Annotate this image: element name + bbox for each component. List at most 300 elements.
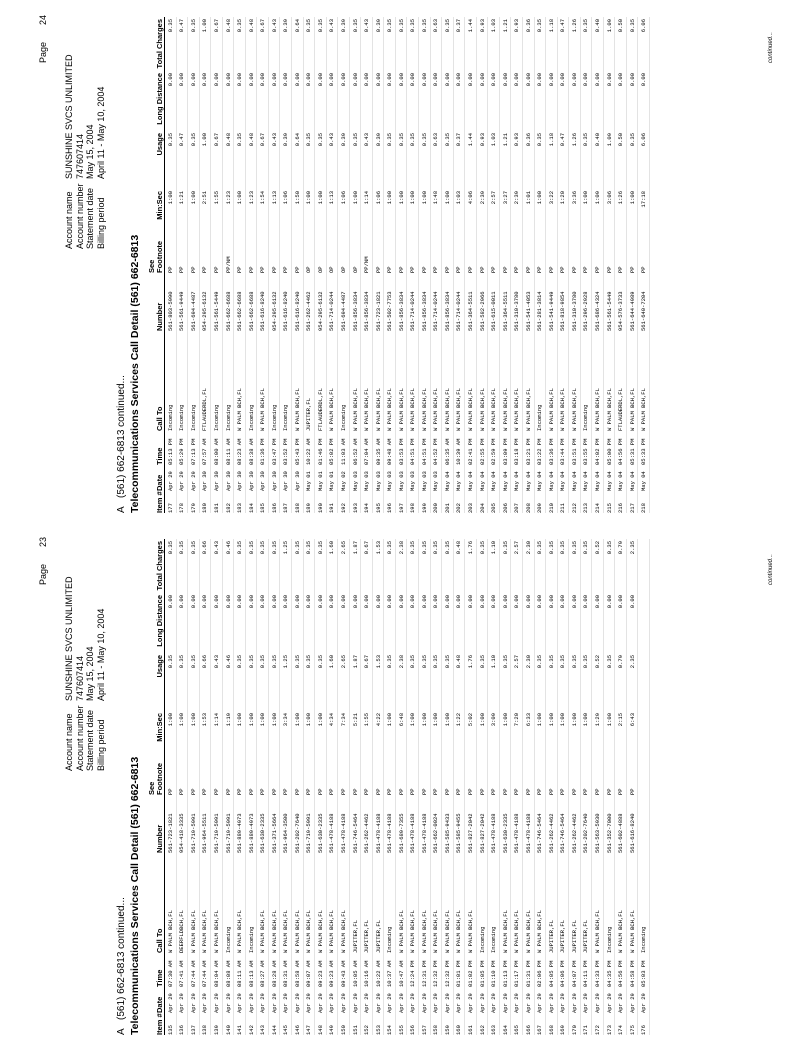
cell-see-footnote: PP [316, 788, 324, 795]
cell-date: May 03 [351, 471, 359, 491]
cell-usage: 0.39 [374, 133, 382, 147]
cell-see-footnote: PP [386, 266, 394, 273]
cell-item: 210 [547, 503, 555, 513]
cell-total-charges: 0.63 [432, 19, 440, 33]
cell-min-sec: 1:00 [432, 713, 440, 727]
cell-time: 03:09 PM [501, 438, 509, 465]
column-header-see-footnote: See Footnote [147, 240, 164, 273]
cell-total-charges: 2.38 [397, 541, 405, 555]
cell-time: 08:00 AM [212, 438, 220, 465]
cell-long-distance: 0.00 [617, 595, 625, 609]
table-row [431, 539, 443, 1035]
cell-total-charges: 2.30 [524, 541, 532, 555]
cell-total-charges: 0.43 [328, 19, 336, 33]
cell-time: 06:52 AM [351, 438, 359, 465]
cell-total-charges: 1.09 [605, 19, 613, 33]
cell-min-sec: 1:21 [178, 191, 186, 205]
cell-number: 561-478-4188 [409, 813, 417, 853]
cell-total-charges: 0.35 [605, 541, 613, 555]
cell-number: 561-296-2928 [582, 291, 590, 331]
cell-date: May 02 [339, 471, 347, 491]
cell-item: 142 [247, 1025, 255, 1035]
cell-call-to: W PALM BCH,FL [443, 388, 451, 431]
cell-call-to: Incoming [224, 404, 232, 431]
table-row [535, 539, 547, 1035]
column-header-time: Time [155, 969, 164, 987]
cell-item: 145 [282, 1025, 290, 1035]
cell-date: Apr 29 [189, 471, 197, 491]
cell-long-distance: 0.00 [328, 73, 336, 87]
cell-item: 198 [409, 503, 417, 513]
cell-see-footnote: OP [328, 266, 336, 273]
cell-see-footnote: OP [316, 266, 324, 273]
cell-usage: 2.30 [524, 655, 532, 669]
account-number-label: Account number [74, 183, 85, 249]
cell-min-sec: 1:19 [224, 713, 232, 727]
cell-date: May 04 [640, 471, 648, 491]
section-continued: (561) 662-6813 continued... [116, 375, 127, 498]
cell-min-sec: 1:00 [305, 713, 313, 727]
cell-min-sec: 3:06 [605, 191, 613, 205]
cell-usage: 0.35 [432, 655, 440, 669]
cell-see-footnote: PP [259, 788, 267, 795]
cell-number: 561-746-5464 [559, 813, 567, 853]
cell-total-charges: 0.35 [432, 541, 440, 555]
cell-date: Apr 30 [201, 471, 209, 491]
cell-item: 163 [490, 1025, 498, 1035]
account-number-row [75, 576, 86, 771]
cell-date: May 03 [374, 471, 382, 491]
cell-call-to: Incoming [386, 926, 394, 953]
cell-time: 08:27 AM [259, 960, 267, 987]
cell-see-footnote: PP [212, 788, 220, 795]
cell-total-charges: 0.35 [293, 541, 301, 555]
cell-see-footnote: PP [536, 788, 544, 795]
cell-call-to: W PALM BCH,FL [559, 388, 567, 431]
cell-see-footnote: PP [270, 266, 278, 273]
cell-long-distance: 0.00 [536, 73, 544, 87]
column-header-usage: Usage [155, 133, 164, 156]
table-row [211, 539, 223, 1035]
cell-call-to: W PALM BCH,FL [455, 388, 463, 431]
cell-long-distance: 0.00 [524, 595, 532, 609]
cell-usage: 0.67 [363, 655, 371, 669]
cell-usage: 0.40 [594, 133, 601, 147]
cell-min-sec: 1:00 [166, 713, 174, 727]
statement-date-value: May 15, 2004 [85, 124, 95, 179]
cell-see-footnote: PP [189, 266, 197, 273]
cell-long-distance: 0.00 [594, 73, 601, 87]
cell-min-sec: 2:57 [490, 191, 498, 205]
cell-long-distance: 0.00 [386, 595, 394, 609]
column-header-number: Number [155, 824, 164, 853]
cell-min-sec: 6:43 [628, 713, 636, 727]
cell-call-to: W PALM BCH,FL [594, 388, 601, 431]
cell-see-footnote: PP [386, 788, 394, 795]
cell-number: 561-478-4188 [490, 813, 498, 853]
cell-see-footnote: PP [490, 266, 498, 273]
cell-time: 06:35 AM [443, 438, 451, 465]
cell-total-charges: 0.35 [397, 19, 405, 33]
cell-long-distance: 0.00 [570, 595, 578, 609]
cell-long-distance: 0.00 [224, 595, 232, 609]
cell-see-footnote: PP [536, 266, 544, 273]
cell-number: 561-281-3814 [536, 291, 544, 331]
cell-date: Apr 29 [374, 993, 382, 1013]
cell-long-distance: 0.00 [247, 595, 255, 609]
cell-item: 214 [594, 503, 601, 513]
cell-number: 561-640-7204 [640, 291, 648, 331]
cell-call-to: W PALM BCH,FL [166, 910, 174, 953]
cell-item: 149 [328, 1025, 336, 1035]
cell-date: Apr 29 [316, 993, 324, 1013]
cell-time: 03:51 PM [570, 438, 578, 465]
table-row [361, 17, 373, 513]
cell-number: 561-856-3834 [420, 291, 428, 331]
cell-date: May 03 [386, 471, 394, 491]
cell-long-distance: 0.00 [547, 73, 555, 87]
cell-long-distance: 0.00 [455, 595, 463, 609]
cell-total-charges: 0.52 [594, 541, 601, 555]
table-row [558, 539, 570, 1035]
cell-item: 136 [178, 1025, 186, 1035]
cell-number: 954-295-6132 [201, 291, 209, 331]
cell-see-footnote: PP [328, 788, 336, 795]
cell-call-to: W PALM BCH,FL [628, 910, 636, 953]
cell-number: 561-746-5464 [536, 813, 544, 853]
cell-total-charges: 6.06 [640, 19, 648, 33]
cell-min-sec: 1:00 [501, 713, 509, 727]
cell-usage: 0.35 [166, 655, 174, 669]
cell-date: Apr 29 [559, 993, 567, 1013]
column-header-date: Date [155, 996, 164, 1013]
cell-date: Apr 30 [270, 471, 278, 491]
table-row [442, 539, 454, 1035]
cell-total-charges: 0.36 [524, 19, 532, 33]
table-row [338, 539, 350, 1035]
cell-call-to: JUPITER,FL [305, 397, 313, 431]
cell-min-sec: 1:00 [536, 191, 544, 205]
cell-item: 199 [420, 503, 428, 513]
cell-see-footnote: PP [282, 266, 290, 273]
cell-long-distance: 0.00 [351, 595, 359, 609]
call-detail-table [143, 17, 650, 513]
cell-long-distance: 0.00 [478, 595, 486, 609]
section-letter: A [116, 506, 127, 513]
cell-long-distance: 0.00 [189, 595, 197, 609]
cell-date: Apr 29 [594, 993, 601, 1013]
cell-long-distance: 0.00 [316, 595, 324, 609]
cell-item: 215 [605, 503, 613, 513]
cell-item: 139 [212, 1025, 220, 1035]
cell-see-footnote: OP [305, 266, 313, 273]
table-row [615, 539, 627, 1035]
cell-number: 561-310-3780 [513, 291, 521, 331]
cell-date: Apr 29 [259, 993, 267, 1013]
table-row [454, 17, 466, 513]
cell-time: 10:16 AM [363, 960, 371, 987]
cell-date: Apr 29 [270, 993, 278, 1013]
cell-call-to: W PALM BCH,FL [363, 388, 371, 431]
table-row [373, 17, 385, 513]
cell-long-distance: 0.00 [640, 73, 648, 87]
cell-date: May 04 [547, 471, 555, 491]
cell-usage: 0.35 [305, 133, 313, 147]
cell-item: 175 [628, 1025, 636, 1035]
cell-time: 07:30 AM [166, 960, 174, 987]
cell-total-charges: 2.35 [628, 541, 636, 555]
cell-long-distance: 0.00 [409, 73, 417, 87]
cell-item: 161 [466, 1025, 474, 1035]
cell-date: May 01 [305, 471, 313, 491]
table-row [361, 539, 373, 1035]
cell-total-charges: 0.79 [617, 541, 625, 555]
cell-usage: 0.35 [305, 655, 313, 669]
cell-total-charges: 0.35 [443, 19, 451, 33]
cell-see-footnote: PP [189, 788, 197, 795]
cell-item: 144 [270, 1025, 278, 1035]
cell-usage: 0.66 [201, 655, 209, 669]
cell-number: 561-964-3500 [282, 813, 290, 853]
cell-date: Apr 29 [328, 993, 336, 1013]
cell-long-distance: 0.00 [374, 595, 382, 609]
table-row [177, 539, 189, 1035]
cell-date: May 04 [524, 471, 532, 491]
table-row [511, 17, 523, 513]
cell-min-sec: 1:00 [478, 713, 486, 727]
table-row [257, 539, 269, 1035]
cell-long-distance: 0.00 [478, 73, 486, 87]
cell-usage: 1.03 [490, 133, 498, 147]
cell-usage: 0.35 [397, 133, 405, 147]
cell-see-footnote: PP [594, 788, 601, 795]
cell-usage: 0.35 [247, 655, 255, 669]
cell-time: 08:11 AM [224, 438, 232, 465]
cell-see-footnote: PP [501, 266, 509, 273]
cell-total-charges: 0.35 [582, 19, 590, 33]
cell-min-sec: 1:06 [282, 191, 290, 205]
cell-time: 05:29 PM [178, 438, 186, 465]
cell-number: 561-563-5930 [594, 813, 601, 853]
page-label: Page [38, 563, 48, 585]
cell-item: 208 [524, 503, 532, 513]
cell-long-distance: 0.00 [501, 595, 509, 609]
billing-period-label: Billing period [95, 197, 106, 249]
table-row [558, 17, 570, 513]
cell-number: 561-561-9449 [178, 291, 186, 331]
cell-item: 154 [386, 1025, 394, 1035]
cell-usage: 0.47 [178, 133, 186, 147]
cell-date: Apr 29 [166, 471, 174, 491]
continued-label: continued... [768, 31, 774, 63]
cell-time: 09:48 AM [386, 438, 394, 465]
account-name-value: SUNSHINE SVCS UNLIMITED [64, 54, 74, 179]
column-header-call-to: Call To [155, 406, 164, 431]
cell-item: 157 [420, 1025, 428, 1035]
column-header-time: Time [155, 447, 164, 465]
cell-usage: 1.21 [501, 133, 509, 147]
cell-item: 165 [513, 1025, 521, 1035]
table-row [292, 17, 304, 513]
cell-long-distance: 0.00 [582, 73, 590, 87]
cell-see-footnote: PP [282, 788, 290, 795]
cell-date: May 03 [409, 471, 417, 491]
cell-number: 561-856-3834 [351, 291, 359, 331]
table-row [627, 539, 639, 1035]
cell-total-charges: 0.48 [455, 541, 463, 555]
cell-min-sec: 1:00 [236, 713, 244, 727]
cell-min-sec: 1:23 [224, 191, 232, 205]
cell-total-charges: 0.35 [536, 19, 544, 33]
cell-number: 561-478-4188 [374, 813, 382, 853]
cell-call-to: Incoming [224, 926, 232, 953]
cell-see-footnote: PP [617, 266, 625, 273]
cell-number: 561-630-2335 [501, 813, 509, 853]
cell-long-distance: 0.00 [293, 595, 301, 609]
cell-long-distance: 0.00 [466, 73, 474, 87]
cell-min-sec: 6:48 [397, 713, 405, 727]
cell-item: 137 [189, 1025, 197, 1035]
cell-item: 151 [351, 1025, 359, 1035]
cell-number: 561-364-5511 [466, 291, 474, 331]
cell-total-charges: 0.35 [178, 541, 186, 555]
table-row [615, 17, 627, 513]
cell-number: 561-585-9433 [443, 813, 451, 853]
table-row [592, 539, 604, 1035]
table-row [373, 539, 385, 1035]
cell-item: 164 [501, 1025, 509, 1035]
cell-time: 05:31 PM [628, 438, 636, 465]
cell-total-charges: 1.21 [501, 19, 509, 33]
cell-total-charges: 0.43 [363, 19, 371, 33]
cell-time: 12:24 PM [409, 960, 417, 987]
cell-usage: 0.35 [293, 655, 301, 669]
billing-period-label: Billing period [95, 719, 106, 771]
cell-date: May 01 [328, 471, 336, 491]
cell-time: 04:06 PM [559, 960, 567, 987]
column-header-number: Number [155, 302, 164, 331]
cell-see-footnote: PP [166, 788, 174, 795]
cell-see-footnote: PP [443, 266, 451, 273]
cell-usage: 1.53 [374, 655, 382, 669]
cell-date: Apr 30 [247, 471, 255, 491]
cell-item: 190 [316, 503, 324, 513]
cell-total-charges: 0.48 [224, 19, 232, 33]
cell-see-footnote: PP [478, 266, 486, 273]
table-row [581, 539, 593, 1035]
account-name-label: Account name [64, 713, 74, 771]
cell-call-to: W PALM BCH,FL [501, 388, 509, 431]
cell-long-distance: 0.00 [443, 595, 451, 609]
cell-item: 184 [247, 503, 255, 513]
table-row [165, 539, 177, 1035]
cell-total-charges: 0.35 [386, 541, 394, 555]
cell-date: Apr 29 [397, 993, 405, 1013]
section-letter: A [116, 1028, 127, 1035]
cell-see-footnote: PP [236, 266, 244, 273]
cell-see-footnote: PP [524, 788, 532, 795]
cell-total-charges: 0.40 [594, 19, 601, 33]
cell-total-charges: 1.10 [490, 541, 498, 555]
column-header-usage: Usage [155, 655, 164, 678]
cell-see-footnote: PP [212, 266, 220, 273]
cell-min-sec: 7:20 [513, 713, 521, 727]
cell-total-charges: 0.35 [420, 541, 428, 555]
cell-item: 206 [501, 503, 509, 513]
cell-number: 561-262-4462 [305, 291, 313, 331]
cell-total-charges: 0.67 [259, 19, 267, 33]
cell-time: 02:59 PM [490, 438, 498, 465]
cell-item: 143 [259, 1025, 267, 1035]
cell-long-distance: 0.00 [328, 595, 336, 609]
cell-long-distance: 0.00 [490, 595, 498, 609]
table-row [488, 539, 500, 1035]
cell-item: 204 [478, 503, 486, 513]
cell-call-to: FTLAUDERDL,FL [617, 388, 625, 431]
cell-see-footnote: OP [351, 266, 359, 273]
cell-total-charges: 0.39 [339, 19, 347, 33]
cell-date: Apr 29 [536, 993, 544, 1013]
table-row [269, 539, 281, 1035]
cell-date: Apr 29 [236, 993, 244, 1013]
cell-time: 01:46 PM [316, 438, 324, 465]
cell-number: 561-662-6688 [247, 291, 255, 331]
cell-date: May 04 [490, 471, 498, 491]
cell-number: 561-686-4324 [594, 291, 601, 331]
cell-date: Apr 29 [305, 993, 313, 1013]
cell-call-to: W PALM BCH,FL [536, 910, 544, 953]
cell-call-to: W PALM BCH,FL [374, 388, 382, 431]
cell-long-distance: 0.00 [374, 73, 382, 87]
table-row [384, 539, 396, 1035]
cell-time: 04:33 PM [594, 960, 601, 987]
cell-time: 04:11 PM [582, 960, 590, 987]
cell-min-sec: 3:34 [282, 713, 290, 727]
cell-date: Apr 29 [547, 993, 555, 1013]
cell-total-charges: 0.93 [513, 19, 521, 33]
cell-time: 04:05 PM [547, 960, 555, 987]
cell-item: 147 [305, 1025, 313, 1035]
cell-number: 561-662-6688 [224, 291, 232, 331]
cell-long-distance: 0.00 [559, 595, 567, 609]
cell-see-footnote: PP [582, 266, 590, 273]
cell-usage: 0.35 [628, 133, 636, 147]
cell-total-charges: 1.76 [466, 541, 474, 555]
cell-number: 561-616-8240 [259, 291, 267, 331]
cell-long-distance: 0.00 [363, 595, 371, 609]
table-row [350, 17, 362, 513]
cell-number: 954-418-3335 [178, 813, 186, 853]
cell-min-sec: 2:51 [201, 191, 209, 205]
cell-date: May 04 [466, 471, 474, 491]
cell-number: 561-262-4462 [363, 813, 371, 853]
cell-usage: 0.43 [212, 655, 220, 669]
cell-number: 561-689-7355 [397, 813, 405, 853]
table-row [627, 17, 639, 513]
cell-call-to: JUPITER,FL [547, 919, 555, 953]
cell-date: May 04 [617, 471, 625, 491]
cell-long-distance: 0.00 [490, 73, 498, 87]
cell-item: 179 [189, 503, 197, 513]
cell-see-footnote: PP [559, 266, 567, 273]
cell-number: 561-719-5991 [212, 813, 220, 853]
section-continued: (561) 662-6813 continued... [116, 897, 127, 1020]
cell-long-distance: 0.00 [513, 73, 521, 87]
cell-call-to: W PALM BCH,FL [478, 388, 486, 431]
cell-call-to: W PALM BCH,FL [570, 388, 578, 431]
cell-usage: 0.48 [455, 655, 463, 669]
cell-time: 10:22 AM [374, 960, 382, 987]
